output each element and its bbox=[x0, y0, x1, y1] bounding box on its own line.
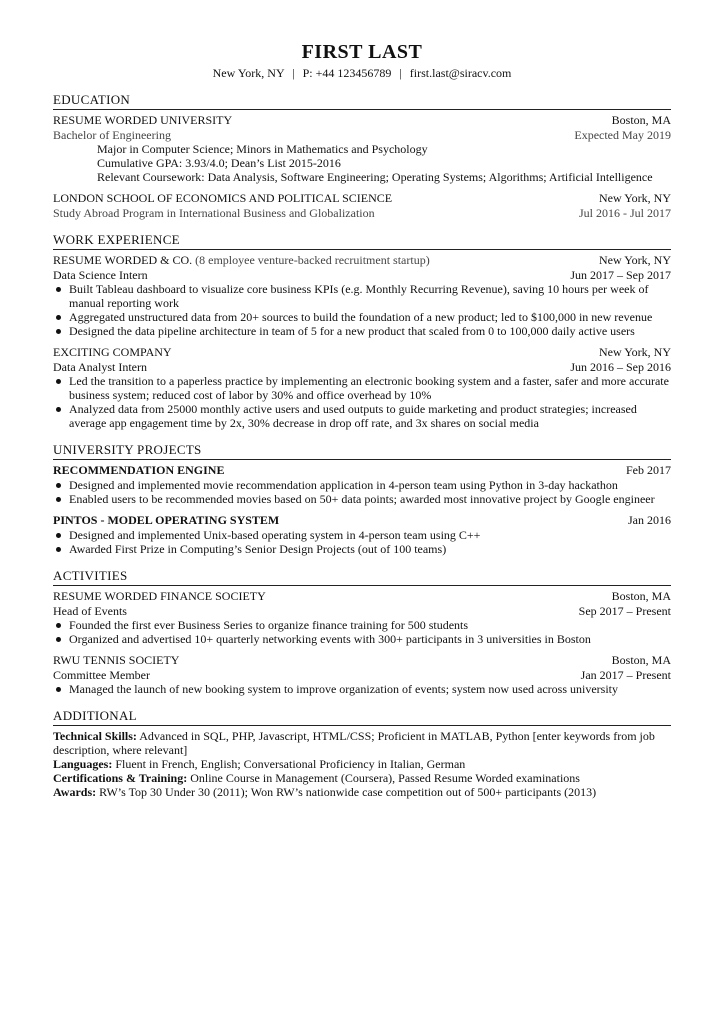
additional-text: Online Course in Management (Coursera), Passed Resume Worded examinations bbox=[190, 771, 580, 785]
education-detail: Major in Computer Science; Minors in Mathematics and Psychology bbox=[97, 142, 428, 156]
activity-role: Committee Member bbox=[53, 668, 150, 682]
section-title: WORK EXPERIENCE bbox=[53, 232, 671, 250]
activity-org: RWU TENNIS SOCIETY bbox=[53, 653, 180, 667]
bullet-item bbox=[53, 310, 671, 324]
bullet-dot-icon bbox=[56, 407, 61, 412]
bullet-text: Led the transition to a paperless practice by implementing an electronic booking system and a faster, safer and more accurate business system; reduced cost of labor by 30% and office overhead by 10% bbox=[69, 374, 669, 402]
additional-label: Certifications & Training: bbox=[53, 771, 188, 785]
bullet-item bbox=[53, 282, 671, 310]
section-title: ACTIVITIES bbox=[53, 568, 671, 586]
activity-location: Boston, MA bbox=[611, 589, 671, 603]
section-title: UNIVERSITY PROJECTS bbox=[53, 442, 671, 460]
education-section bbox=[53, 92, 671, 220]
bullet-dot-icon bbox=[56, 329, 61, 334]
bullet-text: Awarded First Prize in Computing’s Senior Design Projects (out of 100 teams) bbox=[69, 542, 447, 556]
school-location: Boston, MA bbox=[611, 113, 671, 127]
contact-separator: | bbox=[399, 66, 402, 80]
bullet-list bbox=[53, 682, 671, 696]
additional-label: Technical Skills: bbox=[53, 729, 137, 743]
bullet-dot-icon bbox=[56, 687, 61, 692]
project-entry bbox=[53, 463, 671, 506]
additional-section bbox=[53, 708, 671, 799]
work-entry bbox=[53, 345, 671, 430]
project-date: Jan 2016 bbox=[628, 513, 671, 527]
bullet-list bbox=[53, 374, 671, 430]
bullet-item bbox=[53, 682, 671, 696]
bullet-text: Founded the first ever Business Series to organize finance training for 500 students bbox=[69, 618, 469, 632]
additional-label: Languages: bbox=[53, 757, 113, 771]
bullet-item bbox=[53, 374, 671, 402]
bullet-dot-icon bbox=[56, 533, 61, 538]
bullet-text: Enabled users to be recommended movies based on 50+ data points; awarded most innovative project by Google engineer bbox=[69, 492, 655, 506]
bullet-text: Organized and advertised 10+ quarterly networking events with 300+ participants in 3 universities in Boston bbox=[69, 632, 591, 646]
degree: Bachelor of Engineering bbox=[53, 128, 171, 142]
contact-separator: | bbox=[292, 66, 295, 80]
activities-section bbox=[53, 568, 671, 696]
resume-header bbox=[53, 40, 671, 80]
activity-role: Head of Events bbox=[53, 604, 127, 618]
bullet-item bbox=[53, 632, 671, 646]
contact-email[interactable]: first.last@siracv.com bbox=[409, 66, 512, 80]
contact-location: New York, NY bbox=[212, 66, 285, 80]
bullet-item bbox=[53, 402, 671, 430]
activity-entry bbox=[53, 653, 671, 696]
resume-page bbox=[53, 40, 671, 799]
bullet-list bbox=[53, 282, 671, 338]
company-location: New York, NY bbox=[598, 345, 671, 359]
job-title: Data Science Intern bbox=[53, 268, 148, 282]
bullet-text: Designed and implemented movie recommendation application in 4-person team using Python in 3-day hackathon bbox=[69, 478, 618, 492]
education-detail: Cumulative GPA: 3.93/4.0; Dean’s List 2015-2016 bbox=[97, 156, 341, 170]
additional-line bbox=[53, 771, 671, 785]
work-section bbox=[53, 232, 671, 430]
additional-label: Awards: bbox=[53, 785, 97, 799]
projects-section bbox=[53, 442, 671, 556]
work-entry bbox=[53, 253, 671, 338]
contact-phone: P: +44 123456789 bbox=[302, 66, 392, 80]
additional-line bbox=[53, 729, 671, 757]
bullet-text: Aggregated unstructured data from 20+ sources to build the foundation of a new product; led to $100,000 in new revenue bbox=[69, 310, 653, 324]
school-name: RESUME WORDED UNIVERSITY bbox=[53, 113, 233, 127]
activity-date: Sep 2017 – Present bbox=[578, 604, 671, 618]
bullet-text: Managed the launch of new booking system to improve organization of events; system now used across university bbox=[69, 682, 618, 696]
education-date: Jul 2016 - Jul 2017 bbox=[578, 206, 671, 220]
additional-text: Fluent in French, English; Conversational Proficiency in Italian, German bbox=[115, 757, 466, 771]
education-detail: Relevant Coursework: Data Analysis, Software Engineering; Operating Systems; Algorithms; Artificial Intelligence bbox=[97, 170, 653, 184]
bullet-list bbox=[53, 528, 671, 556]
education-date: Expected May 2019 bbox=[574, 128, 671, 142]
bullet-item bbox=[53, 478, 671, 492]
bullet-text: Designed and implemented Unix-based operating system in 4-person team using C++ bbox=[69, 528, 481, 542]
project-entry bbox=[53, 513, 671, 556]
activity-date: Jan 2017 – Present bbox=[580, 668, 671, 682]
company-name: EXCITING COMPANY bbox=[53, 345, 172, 359]
bullet-text: Analyzed data from 25000 monthly active users and used outputs to guide marketing and product strategies; increased average app engagement time by 2x, 30% decrease in drop off rate, and 3x shares on social media bbox=[69, 402, 637, 430]
job-title: Data Analyst Intern bbox=[53, 360, 147, 374]
bullet-item bbox=[53, 618, 671, 632]
education-entry bbox=[53, 191, 671, 220]
bullet-dot-icon bbox=[56, 623, 61, 628]
project-date: Feb 2017 bbox=[626, 463, 671, 477]
additional-line bbox=[53, 757, 671, 771]
section-title: ADDITIONAL bbox=[53, 708, 671, 726]
bullet-text: Designed the data pipeline architecture in team of 5 for a new product that scaled from 0 to 100,000 daily active users bbox=[69, 324, 635, 338]
bullet-dot-icon bbox=[56, 379, 61, 384]
bullet-dot-icon bbox=[56, 637, 61, 642]
job-date: Jun 2016 – Sep 2016 bbox=[570, 360, 671, 374]
bullet-item bbox=[53, 492, 671, 506]
bullet-text: Built Tableau dashboard to visualize core business KPIs (e.g. Monthly Recurring Revenue), saving 10 hours per week of manual reporting work bbox=[69, 282, 649, 310]
bullet-dot-icon bbox=[56, 315, 61, 320]
additional-line bbox=[53, 785, 671, 799]
bullet-item bbox=[53, 542, 671, 556]
job-date: Jun 2017 – Sep 2017 bbox=[570, 268, 671, 282]
additional-text: Advanced in SQL, PHP, Javascript, HTML/CSS; Proficient in MATLAB, Python [enter keywords from job description, where relevant] bbox=[53, 729, 655, 757]
bullet-list bbox=[53, 478, 671, 506]
bullet-dot-icon bbox=[56, 547, 61, 552]
school-name: LONDON SCHOOL OF ECONOMICS AND POLITICAL SCIENCE bbox=[53, 191, 393, 205]
activity-entry bbox=[53, 589, 671, 646]
additional-text: RW’s Top 30 Under 30 (2011); Won RW’s nationwide case competition out of 500+ participants (2013) bbox=[99, 785, 597, 799]
bullet-dot-icon bbox=[56, 287, 61, 292]
project-name: PINTOS - MODEL OPERATING SYSTEM bbox=[53, 513, 280, 527]
company-note: (8 employee venture-backed recruitment startup) bbox=[195, 253, 430, 267]
activity-org: RESUME WORDED FINANCE SOCIETY bbox=[53, 589, 266, 603]
bullet-item bbox=[53, 324, 671, 338]
company-name: RESUME WORDED & CO. bbox=[53, 253, 193, 267]
section-title: EDUCATION bbox=[53, 92, 671, 110]
bullet-list bbox=[53, 618, 671, 646]
degree: Study Abroad Program in International Business and Globalization bbox=[53, 206, 375, 220]
school-location: New York, NY bbox=[598, 191, 671, 205]
bullet-dot-icon bbox=[56, 497, 61, 502]
project-name: RECOMMENDATION ENGINE bbox=[53, 463, 225, 477]
education-entry bbox=[53, 113, 671, 184]
bullet-item bbox=[53, 528, 671, 542]
activity-location: Boston, MA bbox=[611, 653, 671, 667]
candidate-name: FIRST LAST bbox=[301, 41, 423, 63]
company-location: New York, NY bbox=[598, 253, 671, 267]
bullet-dot-icon bbox=[56, 483, 61, 488]
contact-line bbox=[53, 66, 671, 80]
